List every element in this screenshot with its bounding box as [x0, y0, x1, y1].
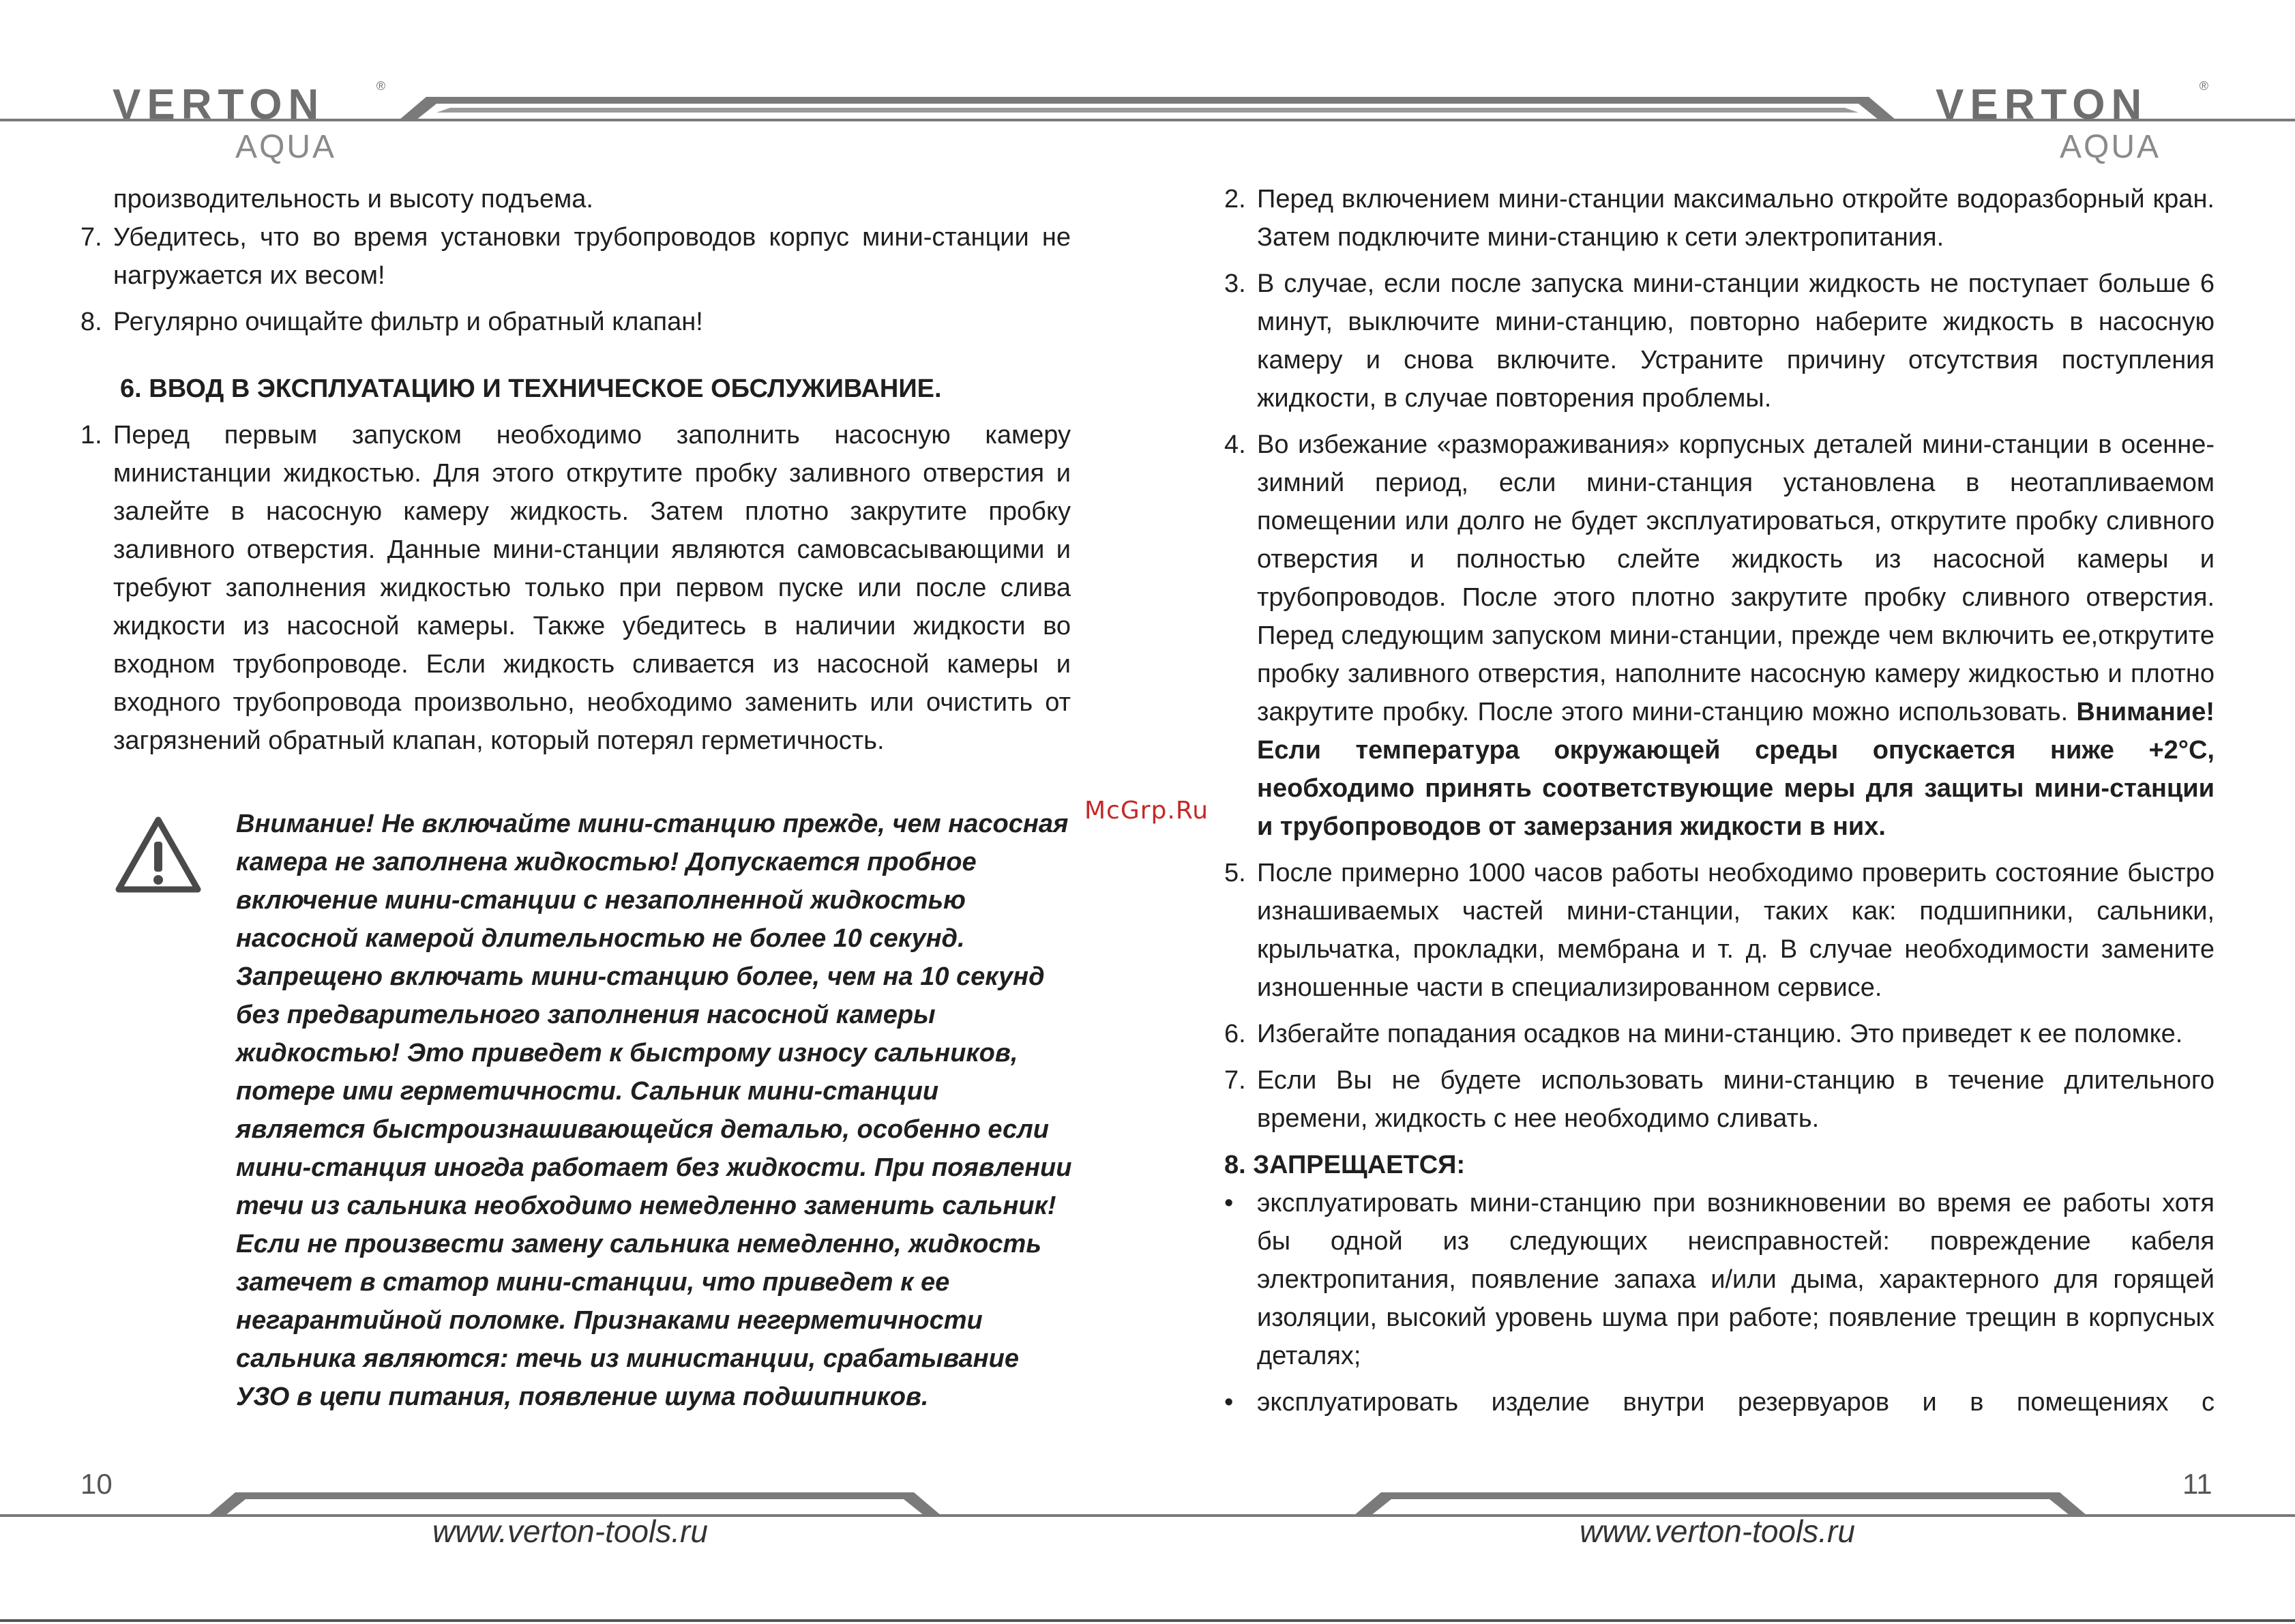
item-text: Убедитесь, что во время установки трубопроводов корпус мини-станции не нагружается их весом! — [113, 223, 1071, 290]
list-item — [80, 416, 1071, 760]
section-title: 6. ВВОД В ЭКСПЛУАТАЦИЮ И ТЕХНИЧЕСКОЕ ОБСЛУЖИВАНИЕ. — [120, 374, 942, 403]
brand-logo-right — [1936, 79, 2208, 165]
brand-logo-left — [113, 79, 385, 165]
item-number: 6. — [1224, 1020, 1246, 1048]
brand-name: VERTON — [1936, 81, 2148, 128]
list-item — [1224, 1015, 2215, 1053]
item-number: 7. — [1224, 1066, 1246, 1095]
item-text: Регулярно очищайте фильтр и обратный клапан! — [113, 308, 703, 336]
item-text-group — [1257, 426, 2215, 846]
right-page-content — [1224, 180, 2215, 1421]
list-item — [1224, 265, 2215, 417]
item-text: эксплуатировать мини-станцию при возникновении во время ее работы хотя бы одной из следующих неисправностей: повреждение кабеля электропитания, появление запаха и/или дыма, характерного для горящей изоляции, высокий уровень шума при работе; появление трещин в корпусных деталях; — [1257, 1189, 2215, 1370]
warning-text: Внимание! Не включайте мини-станцию прежде, чем насосная камера не заполнена жидкостью! Допускается пробное включение мини-станции с незаполненной жидкостью насосной камерой длительностью не более 10 секунд. Запрещено включать мини-станцию более, чем на 10 секунд без предварительного заполнения насосной камеры жидкостью! Это приведет к быстрому износу сальников, потере ими герметичности. Сальник мини-станции является быстроизнашивающейся деталью, особенно если мини-станция иногда работает без жидкости. При появлении течи из сальника необходимо немедленно заменить сальник! Если не произвести замену сальника немедленно, жидкость затечет в статор мини-станции, что приведет к ее негарантийной поломке. Признаками негерметичности сальника являются: течь из министанции, срабатывание УЗО в цепи питания, появление шума подшипников. — [236, 810, 1072, 1411]
list-item — [80, 303, 1071, 341]
website-link-right[interactable]: www.verton-tools.ru — [1580, 1514, 1855, 1549]
page-number-right: 11 — [2182, 1468, 2212, 1500]
item-text: Если Вы не будете использовать мини-станцию в течение длительного времени, жидкость с нее необходимо сливать. — [1257, 1066, 2215, 1133]
list-item — [1224, 1383, 2215, 1421]
list-item — [80, 218, 1071, 295]
item-text: Избегайте попадания осадков на мини-станцию. Это приведет к ее поломке. — [1257, 1020, 2183, 1048]
list-item — [1224, 1184, 2215, 1375]
item-number: 1. — [80, 421, 102, 449]
item-text: эксплуатировать изделие внутри резервуаров и в помещениях с — [1257, 1388, 2215, 1417]
brand-name: VERTON — [113, 81, 325, 128]
item-text: Во избежание «размораживания» корпусных деталей мини-станции в осенне-зимний период, если мини-станция установлена в неотапливаемом помещении или долго не будет эксплуатироваться, открутите пробку сливного отверстия и полностью слейте жидкость из насосной камеры и трубопроводов. После этого плотно закрутите пробку сливного отверстия. Перед следующим запуском мини-станции, прежде чем включить ее,открутите пробку заливного отверстия, наполните насосную камеру жидкостью и плотно закрутите пробку. После этого мини-станцию можно использовать. — [1257, 430, 2215, 726]
item-number: 3. — [1224, 269, 1246, 298]
item-text: Перед первым запуском необходимо заполнить насосную камеру министанции жидкостью. Для этого открутите пробку заливного отверстия и залейте в насосную камеру жидкость. Затем плотно закрутите пробку заливного отверстия. Данные мини-станции являются самовсасывающими и требуют заполнения жидкостью только при первом пуске или после слива жидкости из насосной камеры. Также убедитесь в наличии жидкости во входном трубопроводе. Если жидкость сливается из насосной камеры и входного трубопровода произвольно, необходимо заменить или очистить от загрязнений обратный клапан, который потерял герметичность. — [113, 421, 1071, 755]
left-page-content — [80, 180, 1071, 760]
item-number: 4. — [1224, 430, 1246, 459]
section-title: 8. ЗАПРЕЩАЕТСЯ: — [1224, 1151, 1466, 1179]
page-number-left: 10 — [80, 1468, 113, 1500]
frost-warning: Внимание! Если температура окружающей среды опускается ниже +2°C, необходимо принять соответствующие меры для защиты мини-станции и трубопроводов от замерзания жидкости в них. — [1257, 698, 2215, 841]
registered-mark: ® — [376, 79, 385, 93]
registered-mark: ® — [2199, 79, 2208, 93]
item-number: 5. — [1224, 859, 1246, 887]
bullet-mark: • — [1224, 1388, 1234, 1417]
bullet-mark: • — [1224, 1189, 1234, 1217]
item-text: После примерно 1000 часов работы необходимо проверить состояние быстро изнашиваемых частей мини-станции, таких как: подшипники, сальники, крыльчатка, прокладки, мембрана и т. д. В случае необходимости замените изношенные части в специализированном сервисе. — [1257, 859, 2215, 1002]
item-number: 8. — [80, 308, 102, 336]
warning-triangle-icon — [115, 816, 202, 895]
list-item — [1224, 854, 2215, 1007]
brand-sub: AQUA — [235, 129, 337, 165]
item-text: В случае, если после запуска мини-станции жидкость не поступает больше 6 минут, выключите мини-станцию, повторно наберите жидкость в насосную камеру и снова включите. Устраните причину отсутствия поступления жидкости, в случае повторения проблемы. — [1257, 269, 2215, 413]
brand-sub: AQUA — [2060, 129, 2161, 165]
list-item — [1224, 1061, 2215, 1138]
website-link-left[interactable]: www.verton-tools.ru — [432, 1514, 708, 1549]
item-text: Перед включением мини-станции максимально откройте водоразборный кран. Затем подключите мини-станцию к сети электропитания. — [1257, 185, 2215, 252]
item-number: 7. — [80, 223, 102, 252]
watermark: McGrp.Ru — [1084, 797, 1209, 825]
list-item — [1224, 426, 2215, 846]
item-number: 2. — [1224, 185, 1246, 213]
intro-tail: производительность и высоту подъема. — [113, 185, 593, 213]
list-item — [1224, 180, 2215, 256]
